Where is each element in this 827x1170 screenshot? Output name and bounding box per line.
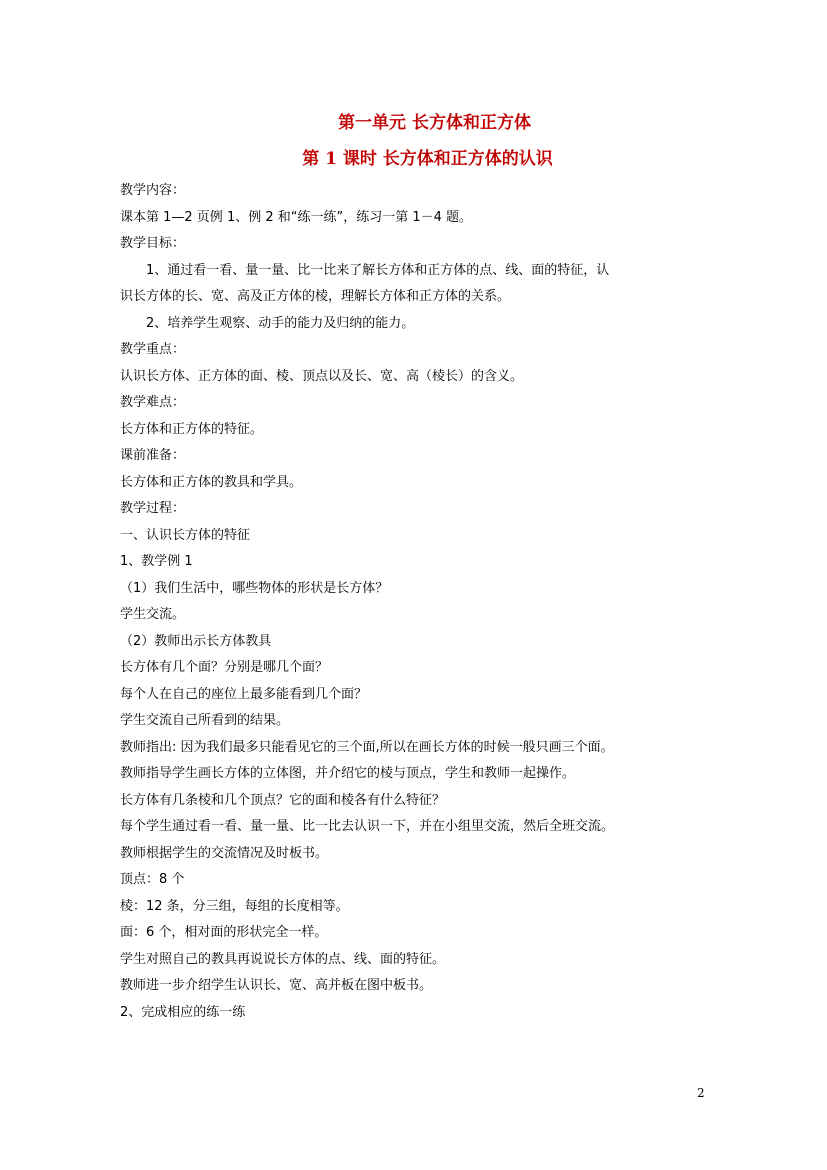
- section-heading-preparation: 课前准备：: [120, 448, 186, 463]
- process-line: 面：6 个，相对面的形状完全一样。: [120, 925, 328, 940]
- section-heading-content: 教学内容：: [120, 183, 186, 198]
- difficulties-line: 长方体和正方体的特征。: [120, 421, 264, 437]
- section-heading-process: 教学过程：: [120, 501, 186, 516]
- process-line: 棱：12 条，分三组，每组的长度相等。: [120, 898, 349, 914]
- process-line: 一、认识长方体的特征: [120, 527, 251, 543]
- process-line: 教师进一步介绍学生认识长、宽、高并板在图中板书。: [120, 978, 433, 993]
- section-heading-goals: 教学目标：: [120, 236, 186, 251]
- process-line: 教师根据学生的交流情况及时板书。: [120, 845, 329, 861]
- process-line: 学生交流自己所看到的结果。: [120, 713, 290, 728]
- page-number: 2: [697, 1086, 705, 1100]
- process-line: 教师指导学生画长方体的立体图，并介绍它的棱与顶点，学生和教师一起操作。: [120, 766, 576, 781]
- process-line: （1）我们生活中，哪些物体的形状是长方体？: [120, 580, 389, 596]
- section-heading-difficulties: 教学难点：: [120, 395, 186, 410]
- lesson-title: 第 1 课时 长方体和正方体的认识: [302, 149, 553, 169]
- process-line: （2）教师出示长方体教具: [120, 633, 272, 649]
- unit-title: 第一单元 长方体和正方体: [338, 113, 531, 133]
- process-line: 每个学生通过看一看、量一量、比一比去认识一下，并在小组里交流，然后全班交流。: [120, 819, 615, 834]
- process-line: 顶点：8 个: [120, 872, 185, 887]
- process-line: 长方体有几个面？分别是哪几个面？: [120, 660, 329, 675]
- key-points-line: 认识长方体、正方体的面、棱、顶点以及长、宽、高（棱长）的含义。: [120, 368, 524, 384]
- process-line: 学生对照自己的教具再说说长方体的点、线、面的特征。: [120, 951, 446, 967]
- process-line: 2、完成相应的练一练: [120, 1004, 246, 1020]
- process-line: 学生交流。: [120, 607, 186, 622]
- preparation-line: 长方体和正方体的教具和学具。: [120, 474, 303, 490]
- document-body: [120, 178, 720, 1026]
- process-line: 1、教学例 1: [120, 554, 193, 569]
- goal-line-1a: 1、通过看一看、量一量、比一比来了解长方体和正方体的点、线、面的特征，认: [146, 262, 610, 278]
- process-line: 长方体有几条棱和几个顶点？它的面和棱各有什么特征？: [120, 792, 446, 808]
- process-line: 教师指出: 因为我们最多只能看见它的三个面,所以在画长方体的时候一般只画三个面。: [120, 739, 614, 755]
- section-heading-key-points: 教学重点：: [120, 342, 186, 357]
- goal-line-2: 2、培养学生观察、动手的能力及归纳的能力。: [146, 315, 415, 331]
- process-line: 每个人在自己的座位上最多能看到几个面？: [120, 686, 368, 702]
- goal-line-1b: 识长方体的长、宽、高及正方体的棱，理解长方体和正方体的关系。: [120, 289, 511, 304]
- content-line: 课本第 1—2 页例 1、例 2 和“练一练”，练习一第 1－4 题。: [120, 209, 473, 225]
